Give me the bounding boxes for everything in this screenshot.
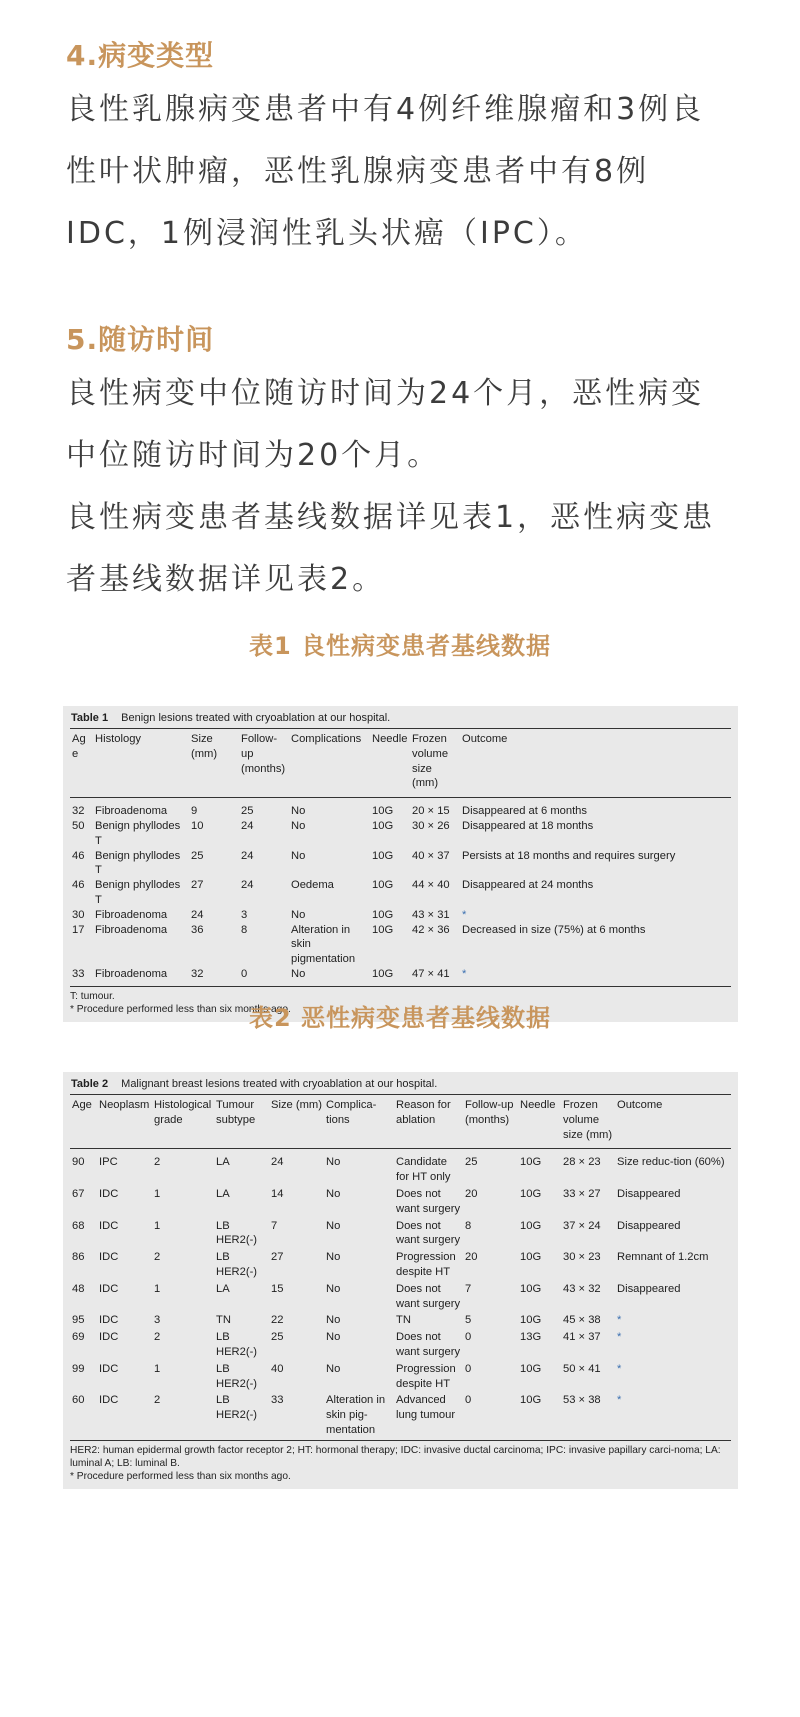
table-2-title-row — [70, 1076, 731, 1094]
table-cell: 22 — [271, 1314, 284, 1327]
table-cell: 9 — [191, 805, 198, 818]
table-cell: Fibroadenoma — [95, 967, 168, 980]
table-cell: 43 × 32 — [563, 1282, 601, 1295]
table-cell: Disappeared — [617, 1187, 681, 1200]
table-cell: 17 — [72, 923, 85, 936]
table-cell: Disappeared at 6 months — [462, 805, 588, 818]
table-cell: IDC — [99, 1251, 119, 1264]
table-cell: Benign phyllodes T — [95, 879, 181, 906]
table-2-footnotes — [70, 1441, 731, 1483]
table-cell: * — [462, 967, 467, 980]
table-cell: 0 — [465, 1362, 472, 1375]
table-1-title-row — [70, 710, 731, 728]
table-cell: 15 — [271, 1282, 284, 1295]
table-cell: 10G — [520, 1156, 542, 1169]
table-cell: 3 — [241, 908, 248, 921]
table-cell: 90 — [72, 1156, 85, 1169]
table-cell: 0 — [241, 967, 248, 980]
table-cell: Disappeared at 18 months — [462, 819, 594, 832]
table-cell: 10G — [372, 879, 394, 892]
table-cell: 10G — [372, 819, 394, 832]
table-cell: 60 — [72, 1394, 85, 1407]
section-5-line-1: 良性病变中位随访时间为24个月，恶性病变 — [66, 376, 705, 411]
table-cell: 0 — [465, 1331, 472, 1344]
table-cell: 10G — [372, 908, 394, 921]
table-cell: 41 × 37 — [563, 1331, 601, 1344]
table-cell: Fibroadenoma — [95, 908, 168, 921]
table-cell: 37 × 24 — [563, 1219, 601, 1232]
table-cell: 68 — [72, 1219, 85, 1232]
table-cell: 24 — [271, 1156, 284, 1169]
table-cell: 69 — [72, 1331, 85, 1344]
table-2-footnote-2: * Procedure performed less than six months ago. — [70, 1470, 291, 1482]
table-cell: Does not want surgery — [396, 1219, 461, 1247]
table-cell: 24 — [241, 819, 254, 832]
table-1-body — [70, 798, 731, 987]
table-cell: 25 — [271, 1331, 284, 1344]
table2-col-header: Tumour subtype — [216, 1099, 256, 1126]
table-cell: Benign phyllodes T — [95, 849, 181, 877]
table-row — [70, 1219, 731, 1251]
table-cell: 10G — [520, 1187, 542, 1200]
table-cell: 2 — [154, 1156, 161, 1169]
table-row — [70, 967, 731, 986]
table-cell: 28 × 23 — [563, 1156, 601, 1169]
table-cell: Benign phyllodes T — [95, 819, 181, 847]
table-1-caption: 表1 良性病变患者基线数据 — [248, 632, 552, 660]
table-cell: 53 × 38 — [563, 1394, 601, 1407]
table-cell: No — [326, 1314, 341, 1327]
table2-col-header: Frozen volume size (mm) — [563, 1099, 613, 1141]
table-cell: * — [617, 1331, 622, 1344]
table-row — [70, 819, 731, 849]
table-cell: LB HER2(-) — [216, 1394, 258, 1422]
table-cell: 10G — [520, 1394, 542, 1407]
table-cell: 32 — [72, 805, 85, 818]
table-cell: IDC — [99, 1314, 119, 1327]
table-cell: 27 — [271, 1251, 284, 1264]
table2-col-header: Age — [72, 1099, 92, 1111]
table2-col-header: Neoplasm — [99, 1099, 150, 1111]
table-cell: No — [326, 1187, 341, 1200]
section-5-line-3: 良性病变患者基线数据详见表1，恶性病变患 — [66, 500, 716, 535]
table-cell: 7 — [465, 1282, 472, 1295]
table2-col-header: Outcome — [617, 1099, 663, 1111]
table-1-image — [63, 706, 738, 1022]
table-2-image — [63, 1072, 738, 1489]
table-cell: Progression despite HT — [396, 1362, 456, 1390]
table-cell: No — [291, 819, 306, 832]
table-cell: LA — [216, 1282, 230, 1295]
table1-col-header: Complications — [291, 733, 362, 745]
table-cell: 47 × 41 — [412, 967, 450, 980]
section-4-line-3: IDC，1例浸润性乳头状癌（IPC）。 — [66, 216, 588, 251]
table-cell: 45 × 38 — [563, 1314, 601, 1327]
table-cell: * — [617, 1394, 622, 1407]
table2-col-header: Histological grade — [154, 1099, 212, 1126]
table-cell: Disappeared at 24 months — [462, 879, 594, 892]
table-cell: 46 — [72, 849, 85, 862]
table-cell: 14 — [271, 1187, 284, 1200]
table-cell: 86 — [72, 1251, 85, 1264]
table-cell: Decreased in size (75%) at 6 months — [462, 923, 646, 936]
table-cell: LB HER2(-) — [216, 1331, 258, 1358]
table-cell: Fibroadenoma — [95, 923, 168, 936]
table1-col-header: Age — [72, 733, 86, 760]
table-cell: No — [326, 1362, 341, 1375]
table-cell: Disappeared — [617, 1219, 681, 1232]
table-cell: 20 — [465, 1187, 478, 1200]
table-cell: 2 — [154, 1394, 161, 1407]
table-cell: 42 × 36 — [412, 923, 450, 936]
section-4-body — [66, 79, 756, 265]
table1-col-header: Follow-up (months) — [241, 733, 286, 775]
table-cell: Size reduc-tion (60%) — [617, 1156, 725, 1169]
table-cell: 36 — [191, 923, 204, 936]
table-2-footnote-1: HER2: human epidermal growth factor receptor 2; HT: hormonal therapy; IDC: invasive ductal carcinoma; IPC: invasive papillary carci-noma; LA: luminal A; LB: luminal B. — [70, 1444, 721, 1469]
table-row — [70, 1330, 731, 1362]
table-cell: 25 — [241, 805, 254, 818]
table-cell: * — [617, 1314, 622, 1327]
table-cell: 10G — [520, 1314, 542, 1327]
table-cell: Alteration in skin pigmentation — [291, 923, 356, 966]
table-cell: 10G — [372, 967, 394, 980]
table-cell: 24 — [191, 908, 204, 921]
table-cell: No — [291, 849, 306, 862]
table-cell: IDC — [99, 1282, 119, 1295]
table-2 — [70, 1094, 731, 1441]
table2-col-header: Size (mm) — [271, 1099, 322, 1111]
table-cell: 8 — [465, 1219, 472, 1232]
table-cell: No — [326, 1331, 341, 1344]
table-cell: 10G — [520, 1362, 542, 1375]
table-cell: 10G — [520, 1282, 542, 1295]
table-cell: Does not want surgery — [396, 1187, 461, 1215]
table-cell: * — [462, 908, 467, 921]
table-cell: 10G — [372, 805, 394, 818]
table-cell: Remnant of 1.2cm — [617, 1251, 709, 1264]
section-4-line-2: 性叶状肿瘤，恶性乳腺病变患者中有8例 — [66, 154, 650, 189]
table-row — [70, 1282, 731, 1314]
table-row — [70, 908, 731, 923]
table-row — [70, 798, 731, 819]
table-cell: Candidate for HT only — [396, 1156, 451, 1184]
table-cell: Advanced lung tumour — [396, 1394, 456, 1422]
table-cell: 8 — [241, 923, 248, 936]
table-row — [70, 849, 731, 879]
table-row — [70, 1393, 731, 1440]
table-cell: IDC — [99, 1331, 119, 1344]
section-5-line-4: 者基线数据详见表2。 — [66, 562, 386, 597]
table1-col-header: Frozen volume size (mm) — [412, 733, 449, 790]
table2-col-header: Follow-up (months) — [465, 1099, 514, 1126]
table1-col-header: Histology — [95, 733, 142, 745]
table-cell: IPC — [99, 1156, 118, 1169]
table-cell: 40 — [271, 1362, 284, 1375]
table-cell: 50 — [72, 819, 85, 832]
table-2-header-row — [70, 1095, 731, 1149]
table-row — [70, 1362, 731, 1394]
table-cell: LB HER2(-) — [216, 1251, 258, 1278]
table-cell: No — [326, 1156, 341, 1169]
table-2-title: Malignant breast lesions treated with cryoablation at our hospital. — [121, 1078, 438, 1090]
table-cell: IDC — [99, 1394, 119, 1407]
table-cell: 24 — [241, 879, 254, 892]
table-cell: IDC — [99, 1362, 119, 1375]
table-cell: 48 — [72, 1282, 85, 1295]
table-cell: TN — [216, 1314, 231, 1327]
section-5-line-2: 中位随访时间为20个月。 — [66, 438, 441, 473]
table-1-footnote-2: * Procedure performed less than six months ago. — [70, 1003, 291, 1015]
table-cell: Progression despite HT — [396, 1251, 456, 1278]
table-cell: 1 — [154, 1282, 161, 1295]
table-cell: Does not want surgery — [396, 1282, 461, 1310]
table-cell: 2 — [154, 1331, 161, 1344]
table1-col-header: Size (mm) — [191, 733, 218, 760]
table-cell: 5 — [465, 1314, 472, 1327]
table-cell: 1 — [154, 1362, 161, 1375]
table-cell: 20 × 15 — [412, 805, 450, 818]
table-cell: 43 × 31 — [412, 908, 450, 921]
table1-col-header: Needle — [372, 733, 408, 745]
table-cell: 33 — [271, 1394, 284, 1407]
table-cell: LA — [216, 1187, 230, 1200]
table-cell: 44 × 40 — [412, 879, 450, 892]
section-4-heading: 4.病变类型 — [66, 39, 215, 72]
table-cell: 30 — [72, 908, 85, 921]
table2-col-header: Needle — [520, 1099, 556, 1111]
table-row — [70, 1149, 731, 1187]
table-cell: No — [291, 967, 306, 980]
table-row — [70, 923, 731, 967]
table-cell: 10G — [520, 1251, 542, 1264]
table-cell: 95 — [72, 1314, 85, 1327]
section-4-line-1: 良性乳腺病变患者中有4例纤维腺瘤和3例良 — [66, 92, 705, 127]
table-cell: TN — [396, 1314, 411, 1327]
table-cell: * — [617, 1362, 622, 1375]
table-cell: 10 — [191, 819, 204, 832]
table-cell: 7 — [271, 1219, 278, 1232]
table-row — [70, 1313, 731, 1330]
table-1-title: Benign lesions treated with cryoablation at our hospital. — [121, 712, 391, 724]
table-cell: 30 × 26 — [412, 819, 450, 832]
table-cell: 1 — [154, 1219, 161, 1232]
table-cell: 27 — [191, 879, 204, 892]
table-cell: 50 × 41 — [563, 1362, 601, 1375]
table-cell: 24 — [241, 849, 254, 862]
table-cell: 32 — [191, 967, 204, 980]
table2-col-header: Reason for ablation — [396, 1099, 451, 1126]
section-5-heading: 5.随访时间 — [66, 323, 215, 356]
table-cell: LA — [216, 1156, 230, 1169]
table-cell: Does not want surgery — [396, 1331, 461, 1358]
table-2-body — [70, 1149, 731, 1440]
section-5-body — [66, 363, 756, 611]
table-cell: Disappeared — [617, 1282, 681, 1295]
table-cell: 10G — [372, 849, 394, 862]
table-cell: 67 — [72, 1187, 85, 1200]
table-cell: 46 — [72, 879, 85, 892]
table-cell: No — [326, 1219, 341, 1232]
table-cell: No — [326, 1282, 341, 1295]
table-2-caption: 表2 恶性病变患者基线数据 — [248, 1004, 552, 1032]
table-cell: IDC — [99, 1187, 119, 1200]
table-cell: 10G — [372, 923, 394, 936]
table-cell: No — [326, 1251, 341, 1264]
table-cell: 13G — [520, 1331, 542, 1344]
table-cell: 2 — [154, 1251, 161, 1264]
table-cell: LB HER2(-) — [216, 1219, 258, 1247]
table-1-footnote-1: T: tumour. — [70, 990, 115, 1002]
table-cell: 0 — [465, 1394, 472, 1407]
table-1 — [70, 728, 731, 987]
table-cell: Fibroadenoma — [95, 805, 168, 818]
table-cell: 25 — [191, 849, 204, 862]
table-cell: IDC — [99, 1219, 119, 1232]
table-1-label: Table 1 — [71, 712, 109, 724]
table-cell: LB HER2(-) — [216, 1362, 258, 1390]
table-cell: Alteration in skin pig-mentation — [326, 1394, 386, 1436]
table-1-header-row — [70, 729, 731, 798]
table-cell: No — [291, 805, 306, 818]
table-cell: No — [291, 908, 306, 921]
table-row — [70, 1250, 731, 1282]
table-row — [70, 1187, 731, 1219]
table-cell: 1 — [154, 1187, 161, 1200]
table2-col-header: Complica-tions — [326, 1099, 377, 1126]
table-cell: 33 × 27 — [563, 1187, 601, 1200]
table-cell: 99 — [72, 1362, 85, 1375]
table-cell: 3 — [154, 1314, 161, 1327]
table-cell: 20 — [465, 1251, 478, 1264]
table-cell: 30 × 23 — [563, 1251, 601, 1264]
table-cell: 40 × 37 — [412, 849, 450, 862]
table-row — [70, 878, 731, 908]
table-cell: 33 — [72, 967, 85, 980]
table-cell: 25 — [465, 1156, 478, 1169]
table-cell: 10G — [520, 1219, 542, 1232]
table1-col-header: Outcome — [462, 733, 508, 745]
table-cell: Persists at 18 months and requires surgery — [462, 849, 676, 862]
table-cell: Oedema — [291, 879, 334, 892]
table-2-label: Table 2 — [71, 1078, 109, 1090]
